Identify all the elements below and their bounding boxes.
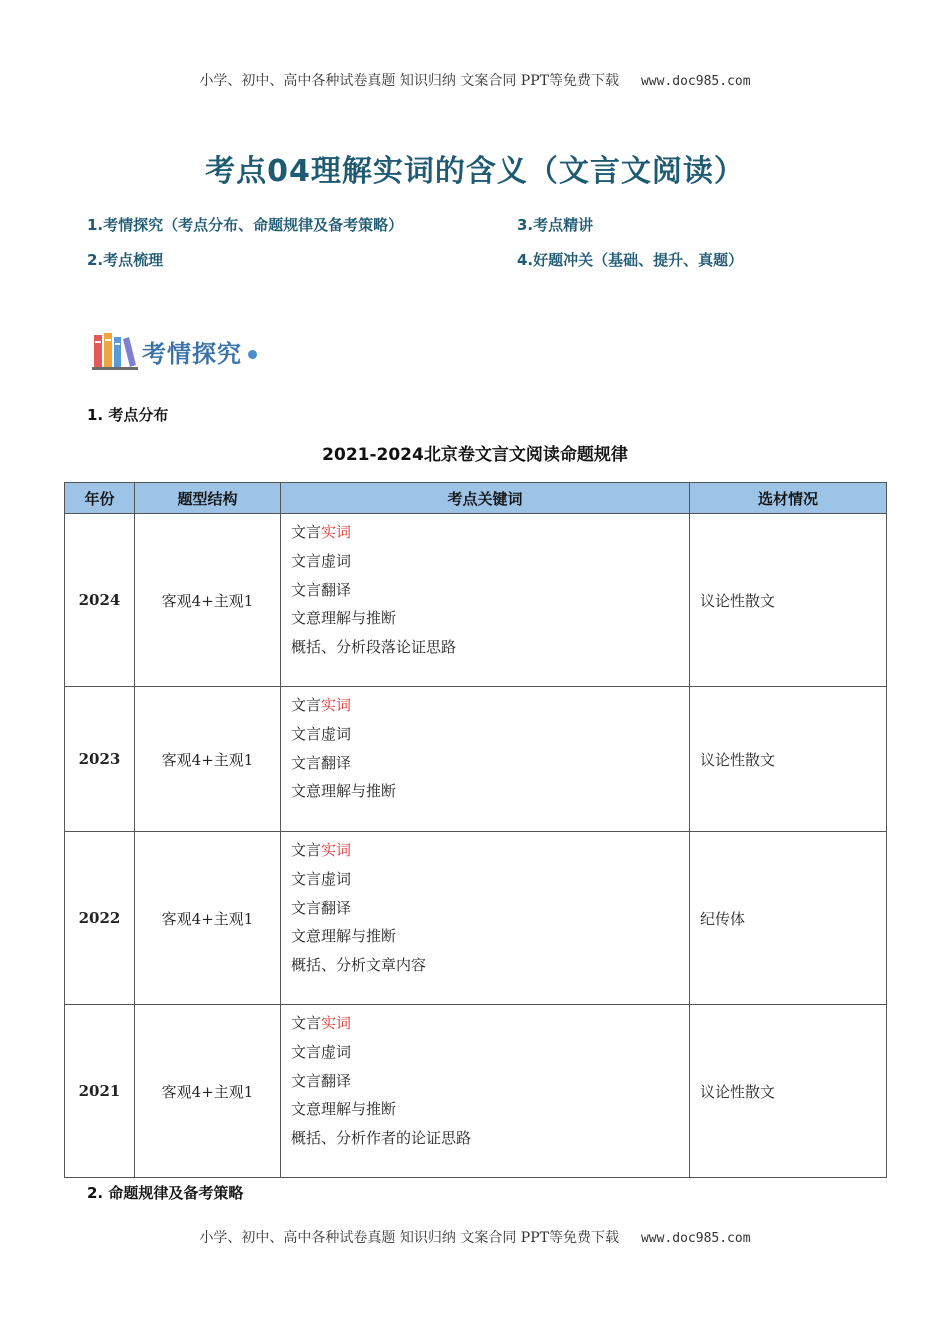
header-text: 小学、初中、高中各种试卷真题 知识归纳 文案合同 PPT等免费下载 <box>199 73 619 89</box>
banner-label: 考情探究 <box>142 339 242 368</box>
cell-year: 2022 <box>65 832 135 1005</box>
keyword-item: 概括、分析段落论证思路 <box>291 638 457 657</box>
keyword-text: 文言 <box>291 1014 322 1032</box>
cell-keywords <box>281 1005 690 1178</box>
cell-keywords <box>281 687 690 832</box>
cell-year: 2021 <box>65 1005 135 1178</box>
keyword-highlight: 实词 <box>321 696 352 714</box>
col-header-material: 选材情况 <box>690 483 887 514</box>
cell-keywords <box>281 514 690 687</box>
keyword-item: 文言翻译 <box>291 898 352 917</box>
keyword-highlight: 实词 <box>321 1014 352 1032</box>
footer-text: 小学、初中、高中各种试卷真题 知识归纳 文案合同 PPT等免费下载 <box>199 1230 619 1246</box>
keyword-item: 文言虚词 <box>291 551 352 570</box>
table-header-row <box>65 483 887 514</box>
keyword-item: 概括、分析作者的论证思路 <box>291 1129 472 1148</box>
keyword-highlight: 实词 <box>321 841 352 859</box>
keyword-item: 文言虚词 <box>291 869 352 888</box>
header-site[interactable]: www.doc985.com <box>640 74 751 89</box>
cell-type: 客观4+主观1 <box>135 1005 281 1178</box>
col-header-year: 年份 <box>65 483 135 514</box>
keyword-item: 文意理解与推断 <box>291 927 397 946</box>
cell-type: 客观4+主观1 <box>135 687 281 832</box>
keyword-item: 文意理解与推断 <box>291 1100 397 1119</box>
keyword-item <box>291 836 689 865</box>
cell-year: 2024 <box>65 514 135 687</box>
cell-type: 客观4+主观1 <box>135 514 281 687</box>
keyword-item: 文意理解与推断 <box>291 609 397 628</box>
keyword-item: 文言翻译 <box>291 753 352 772</box>
toc-item-2[interactable]: 2.考点梳理 <box>87 251 164 269</box>
keyword-item: 文言虚词 <box>291 1042 352 1061</box>
cell-keywords <box>281 832 690 1005</box>
table-row <box>65 687 887 832</box>
toc-item-3[interactable]: 3.考点精讲 <box>517 216 594 234</box>
table-caption: 2021-2024北京卷文言文阅读命题规律 <box>322 445 628 465</box>
section-2-heading: 2. 命题规律及备考策略 <box>87 1184 244 1202</box>
toc-item-4[interactable]: 4.好题冲关（基础、提升、真题） <box>517 251 744 269</box>
page-title: 考点04理解实词的含义（文言文阅读） <box>205 154 745 189</box>
keyword-item: 文意理解与推断 <box>291 782 397 801</box>
cell-year: 2023 <box>65 687 135 832</box>
table-row <box>65 514 887 687</box>
keyword-item: 文言翻译 <box>291 1071 352 1090</box>
page-header <box>0 70 950 90</box>
cell-material: 议论性散文 <box>690 687 887 832</box>
exam-table <box>64 482 887 1178</box>
keyword-item <box>291 518 689 547</box>
books-icon <box>92 331 138 371</box>
cell-material: 议论性散文 <box>690 514 887 687</box>
keyword-item: 文言翻译 <box>291 580 352 599</box>
keyword-text: 文言 <box>291 696 322 714</box>
keyword-text: 文言 <box>291 523 322 541</box>
col-header-type: 题型结构 <box>135 483 281 514</box>
table-row <box>65 832 887 1005</box>
section-1-heading: 1. 考点分布 <box>87 406 169 424</box>
cell-material: 纪传体 <box>690 832 887 1005</box>
section-banner <box>92 330 257 372</box>
keyword-item <box>291 691 689 720</box>
page-footer <box>0 1227 950 1247</box>
banner-dot-icon <box>248 350 257 359</box>
toc-item-1[interactable]: 1.考情探究（考点分布、命题规律及备考策略） <box>87 216 404 234</box>
table-row <box>65 1005 887 1178</box>
keyword-item <box>291 1009 689 1038</box>
cell-material: 议论性散文 <box>690 1005 887 1178</box>
col-header-keywords: 考点关键词 <box>281 483 690 514</box>
footer-site[interactable]: www.doc985.com <box>640 1231 751 1246</box>
keyword-text: 文言 <box>291 841 322 859</box>
keyword-highlight: 实词 <box>321 523 352 541</box>
keyword-item: 概括、分析文章内容 <box>291 956 427 975</box>
keyword-item: 文言虚词 <box>291 724 352 743</box>
cell-type: 客观4+主观1 <box>135 832 281 1005</box>
